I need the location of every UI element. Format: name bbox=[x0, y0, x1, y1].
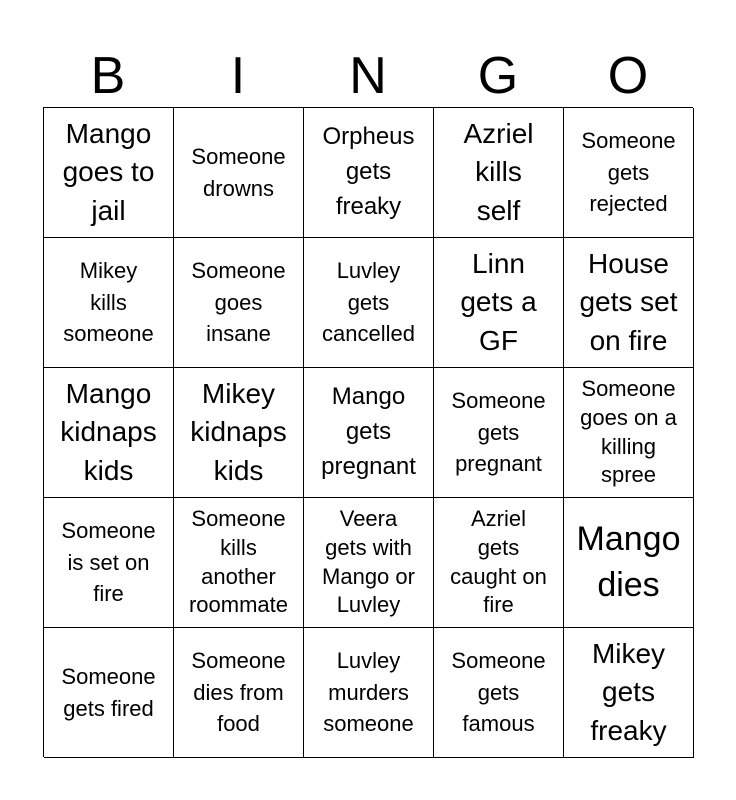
bingo-cell-r5-c5[interactable] bbox=[564, 628, 694, 758]
bingo-cell-r2-c5[interactable] bbox=[564, 238, 694, 368]
cell-text: Mango goes to jail bbox=[62, 117, 155, 226]
cell-text: Someone goes insane bbox=[191, 257, 286, 347]
cell-text: Someone dies from food bbox=[191, 647, 286, 737]
bingo-cell-r3-c5[interactable] bbox=[564, 368, 694, 498]
cell-text: Linn gets a GF bbox=[460, 247, 537, 356]
bingo-cell-r3-c3[interactable] bbox=[304, 368, 434, 498]
bingo-cell-r4-c3[interactable] bbox=[304, 498, 434, 628]
cell-text: Orpheus gets freaky bbox=[322, 123, 415, 220]
cell-text: Mango gets pregnant bbox=[321, 383, 416, 480]
header-letter-g: G bbox=[477, 47, 519, 105]
bingo-cell-r1-c4[interactable] bbox=[434, 108, 564, 238]
bingo-cell-r3-c1[interactable] bbox=[44, 368, 174, 498]
bingo-cell-r3-c2[interactable] bbox=[174, 368, 304, 498]
cell-text: Luvley murders someone bbox=[323, 647, 414, 737]
cell-text: Azriel kills self bbox=[463, 117, 534, 226]
cell-text: Mikey gets freaky bbox=[590, 637, 667, 746]
cell-text: Someone goes on a killing spree bbox=[580, 376, 677, 488]
cell-text: Mikey kills someone bbox=[63, 257, 154, 347]
cell-text: House gets set on fire bbox=[579, 247, 678, 356]
bingo-cell-r4-c4[interactable] bbox=[434, 498, 564, 628]
cell-text: Someone gets pregnant bbox=[451, 387, 546, 477]
cell-text: Luvley gets cancelled bbox=[322, 257, 415, 347]
cell-text: Someone drowns bbox=[191, 143, 286, 201]
bingo-board bbox=[43, 107, 693, 757]
header-letter-i: I bbox=[230, 47, 246, 105]
bingo-cell-r5-c4[interactable] bbox=[434, 628, 564, 758]
cell-text: Azriel gets caught on fire bbox=[450, 506, 547, 618]
bingo-cell-r1-c3[interactable] bbox=[304, 108, 434, 238]
cell-text: Someone is set on fire bbox=[61, 517, 156, 607]
cell-text: Mango dies bbox=[576, 519, 681, 604]
bingo-cell-r1-c1[interactable] bbox=[44, 108, 174, 238]
bingo-header bbox=[43, 44, 693, 108]
bingo-cell-r4-c2[interactable] bbox=[174, 498, 304, 628]
bingo-cell-r3-c4[interactable] bbox=[434, 368, 564, 498]
bingo-cell-r2-c4[interactable] bbox=[434, 238, 564, 368]
header-letter-b: B bbox=[90, 47, 126, 105]
bingo-cell-r2-c3[interactable] bbox=[304, 238, 434, 368]
bingo-cell-r1-c5[interactable] bbox=[564, 108, 694, 238]
bingo-cell-r5-c3[interactable] bbox=[304, 628, 434, 758]
bingo-cell-r4-c1[interactable] bbox=[44, 498, 174, 628]
cell-text: Someone gets famous bbox=[451, 647, 546, 737]
cell-text: Someone gets rejected bbox=[581, 127, 676, 217]
bingo-cell-r2-c2[interactable] bbox=[174, 238, 304, 368]
bingo-cell-r5-c1[interactable] bbox=[44, 628, 174, 758]
bingo-cell-r2-c1[interactable] bbox=[44, 238, 174, 368]
cell-text: Mango kidnaps kids bbox=[60, 377, 157, 486]
bingo-cell-r1-c2[interactable] bbox=[174, 108, 304, 238]
bingo-cell-r5-c2[interactable] bbox=[174, 628, 304, 758]
cell-text: Veera gets with Mango or Luvley bbox=[322, 506, 415, 618]
bingo-cell-r4-c5[interactable] bbox=[564, 498, 694, 628]
header-letter-n: N bbox=[349, 47, 387, 105]
header-letter-o: O bbox=[607, 47, 649, 105]
cell-text: Mikey kidnaps kids bbox=[190, 377, 287, 486]
cell-text: Someone kills another roommate bbox=[188, 506, 289, 618]
cell-text: Someone gets fired bbox=[61, 663, 156, 721]
